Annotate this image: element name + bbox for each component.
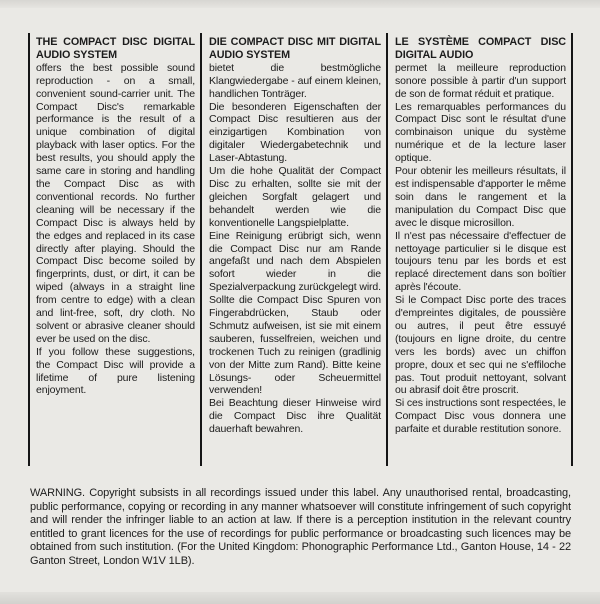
column-french [386, 33, 573, 466]
column-german-heading [209, 36, 381, 62]
heading-line: DIE COMPACT DISC MIT DIGITAL [209, 36, 381, 48]
scan-top-edge [0, 0, 600, 8]
french-paragraph: permet la meilleure reproduction sonore possible à partir d'un support de son de format réduit et pratique. [395, 61, 566, 100]
column-german [200, 33, 386, 466]
french-paragraph: Si le Compact Disc porte des traces d'empreintes digitales, de poussière ou autres, il peut être essuyé (toujours en ligne droite, du centre vers les bords) avec un chiffon propre, doux et sec qui ne s'effiloche pas. Tout produit nettoyant, solvant ou abrasif doit être proscrit. [395, 294, 566, 397]
heading-line: AUDIO SYSTEM [209, 48, 290, 61]
german-paragraph: Eine Reinigung erübrigt sich, wenn die Compact Disc nur am Rande angefaßt und nach dem Abspielen sofort wieder in die Spezialverpackung zurückgelegt wird. [209, 229, 381, 294]
french-paragraph: Les remarquables performances du Compact Disc sont le résultat d'une combinaison unique du système numérique et de la lecture laser optique. [395, 100, 566, 165]
column-english [28, 33, 200, 466]
english-paragraph: offers the best possible sound reproduction - on a small, convenient sound-carrier unit. The Compact Disc's remarkable performance is the result of a unique combination of digital playback with laser optics. For the best results, you should apply the same care in storing and handling the Compact Disc as with conventional records. No further cleaning will be necessary if the Compact Disc is always held by the edges and replaced in its case directly after playing. Should the Compact Disc become soiled by fingerprints, dust, or dirt, it can be wiped (always in a straight line from centre to edge) with a clean and lint-free, soft, dry cloth. No solvent or abrasive cleaner should ever be used on the disc. [36, 61, 195, 345]
german-paragraph: Sollte die Compact Disc Spuren von Fingerabdrücken, Staub oder Schmutz aufweisen, ist sie mit einem sauberen, fusselfreien, weichen und trockenen Tuch zu reinigen (gradlinig von der Mitte zum Rand). Bitte keine Lösungs- oder Scheuermittel verwenden! [209, 294, 381, 397]
heading-line: LE SYSTÈME COMPACT DISC [395, 36, 566, 48]
column-french-heading [395, 36, 566, 62]
french-paragraph: Si ces instructions sont respectées, le Compact Disc vous donnera une parfaite et durable restitution sonore. [395, 397, 566, 436]
german-paragraph: Die besonderen Eigenschaften der Compact Disc resultieren aus der einzigartigen Kombination von digitaler Wiedergabetechnik und Laser-Abtastung. [209, 100, 381, 165]
german-paragraph: bietet die bestmögliche Klangwiedergabe - auf einem kleinen, handlichen Tonträger. [209, 61, 381, 100]
heading-line: AUDIO SYSTEM [36, 48, 117, 61]
text-columns [28, 33, 573, 466]
column-english-heading [36, 36, 195, 62]
english-paragraph: If you follow these suggestions, the Compact Disc will provide a lifetime of pure listening enjoyment. [36, 345, 195, 397]
german-paragraph: Um die hohe Qualität der Compact Disc zu erhalten, sollte sie mit der gleichen Sorgfalt gelagert und behandelt werden wie die konventionelle Langspielplatte. [209, 165, 381, 229]
heading-line: THE COMPACT DISC DIGITAL [36, 36, 195, 48]
french-paragraph: Il n'est pas nécessaire d'effectuer de nettoyage particulier si le disque est toujours tenu par les bords et est replacé directement dans son boîtier après l'écoute. [395, 229, 566, 294]
french-paragraph: Pour obtenir les meilleurs résultats, il est indispensable d'apporter le même soin dans le rangement et la manipulation du Compact Disc que avec le disque microsillon. [395, 165, 566, 229]
german-paragraph: Bei Beachtung dieser Hinweise wird die Compact Disc ihre Qualität dauerhaft bewahren. [209, 397, 381, 436]
copyright-warning: WARNING. Copyright subsists in all recordings issued under this label. Any unauthorised rental, broadcasting, public performance, copying or recording in any manner whatsoever will constitute infringement of such copyright and will render the infringer liable to an action at law. If there is a perception institution in the relevant country entitled to grant licences for the use of recordings for public performance or broadcasting such licences may be obtained from such institution. (For the United Kingdom: Phonographic Performance Ltd., Ganton House, 14 - 22 Ganton Street, London W1V 1LB). [30, 487, 571, 567]
scan-bottom-edge [0, 592, 600, 604]
heading-line: DIGITAL AUDIO [395, 48, 474, 61]
